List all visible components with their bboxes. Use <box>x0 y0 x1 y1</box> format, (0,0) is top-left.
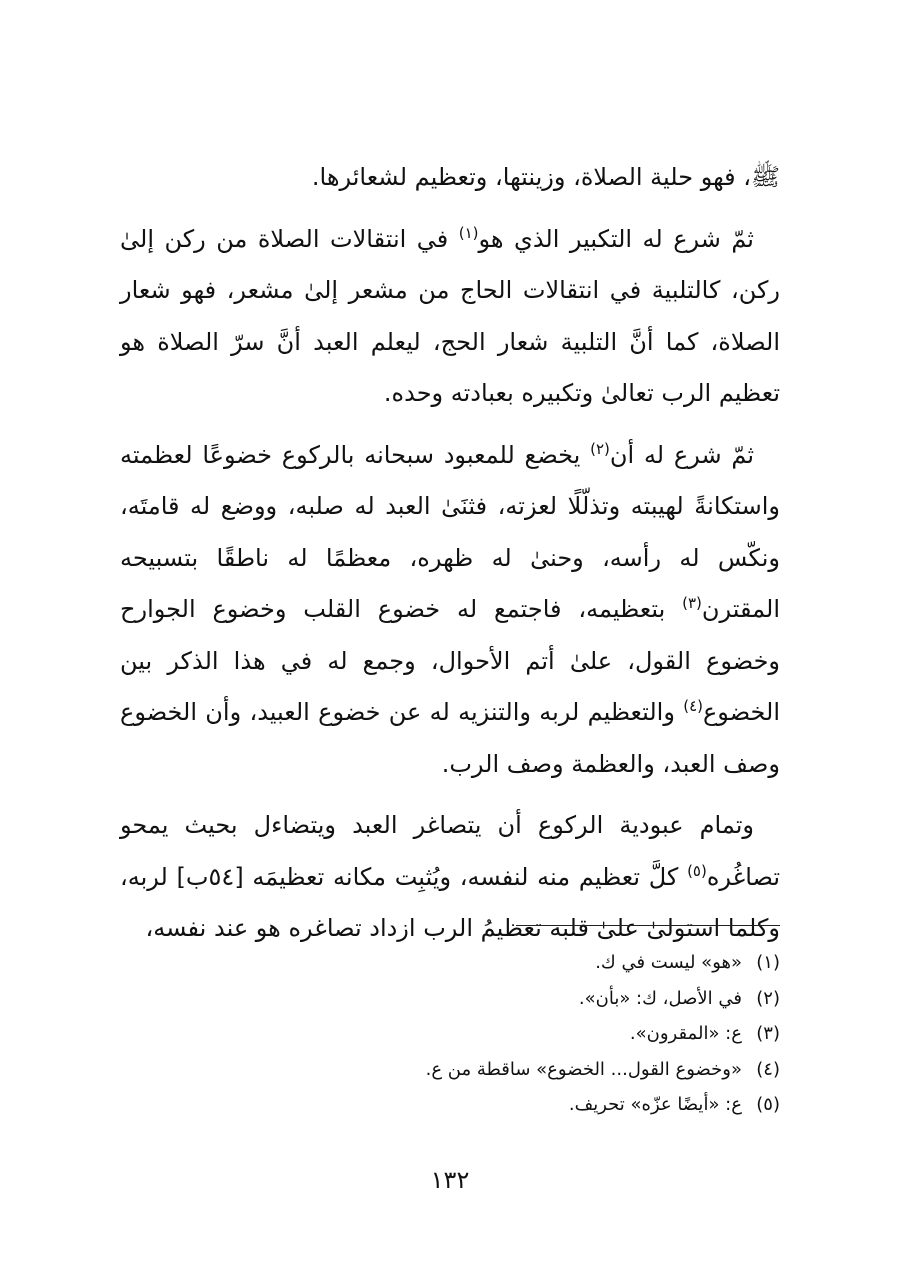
page-number: ١٣٢ <box>430 1166 470 1194</box>
paragraph-3: ثمّ شرع له أن$^{(٢)}$ يخضع للمعبود سبحانه بالركوع خضوعًا لعظمته واستكانةً لهيبته وتذلّلًا لعزته، فثنَىٰ العبد له صلبه، ووضع له قامتَه، ونكّس له رأسه، وحنىٰ له ظهره، معظمًا له ناطقًا بتسبيحه المقترن$^{(٣)}$ بتعظيمه، فاجتمع له خضوع القلب وخضوع الجوارح وخضوع القول، علىٰ أتم الأحوال، وجمع له في هذا الذكر بين الخضوع$^{(٤)}$ والتعظيم لربه والتنزيه له عن خضوع العبيد، وأن الخضوع وصف العبد، والعظمة وصف الرب. <box>120 439 780 778</box>
footnote-text: ع: «أيضًا عزّه» تحريف. <box>568 1094 742 1115</box>
footnotes <box>120 945 780 1123</box>
footnote-number: (١) <box>756 952 780 973</box>
footnote-text: في الأصل، ك: «بأن». <box>578 987 742 1009</box>
footnote-text: ع: «المقرون». <box>629 1023 742 1044</box>
footnote-5 <box>120 1087 780 1123</box>
footnote-3 <box>120 1016 780 1052</box>
footnote-2 <box>120 981 780 1017</box>
main-text <box>120 152 780 955</box>
footnote-number: (٢) <box>756 987 780 1009</box>
footnote-number: (٥) <box>756 1094 780 1115</box>
footnote-text: «وخضوع القول... الخضوع» ساقطة من ع. <box>425 1058 742 1080</box>
footnote-ref-5[interactable]: (٥) <box>687 861 707 880</box>
paragraph-4: وتمام عبودية الركوع أن يتصاغر العبد ويتضاءل بحيث يمحو تصاغُره$^{(٥)}$ كلَّ تعظيم منه لنفسه، ويُثبِت مكانه تعظيمَه [٥٤ب] لربه، وكلما استولىٰ علىٰ قلبه تعظيمُ الرب ازداد تصاغره هو عند نفسه، <box>120 811 781 942</box>
footnote-ref-3[interactable]: (٣) <box>682 594 702 612</box>
footnote-text: «هو» ليست في ك. <box>595 952 742 973</box>
footnote-4 <box>120 1052 780 1088</box>
footnote-ref-1[interactable]: (١) <box>458 223 479 242</box>
footnote-ref-2[interactable]: (٢) <box>590 439 610 458</box>
footnote-separator <box>516 925 780 926</box>
footnote-ref-4[interactable]: (٤) <box>683 697 703 715</box>
paragraph-2: ثمّ شرع له التكبير الذي هو$^{(١)}$ في انتقالات الصلاة من ركن إلىٰ ركن، كالتلبية في انتقالات الحاج من مشعر إلىٰ مشعر، فهو شعار الصلاة، كما أنَّ التلبية شعار الحج، ليعلم العبد أنَّ سرّ الصلاة هو تعظيم الرب تعالىٰ وتكبيره بعبادته وحده. <box>120 223 780 407</box>
footnote-number: (٤) <box>756 1058 780 1080</box>
paragraph-1: ﷺ، فهو حلية الصلاة، وزينتها، وتعظيم لشعائرها. <box>311 163 780 191</box>
footnote-1 <box>120 945 780 981</box>
footnote-number: (٣) <box>756 1023 780 1044</box>
